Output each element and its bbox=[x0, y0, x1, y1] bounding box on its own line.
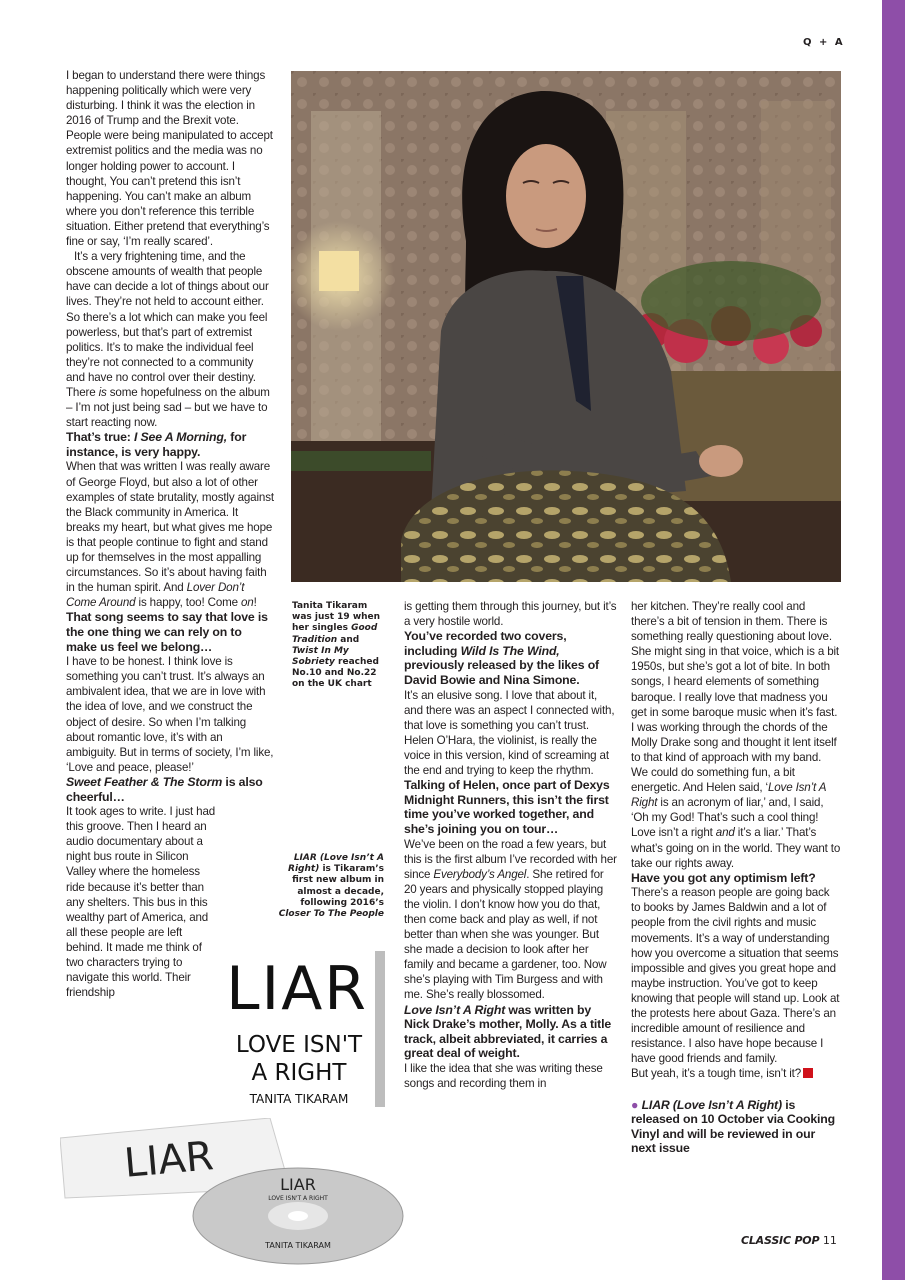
question: Love Isn’t A Right was written by Nick Drake’s mother, Molly. As a title track, albeit abbreviated, it carries a great deal of weight. bbox=[404, 1002, 612, 1061]
question: That’s true: I See A Morning, for instance, is very happy. bbox=[66, 430, 247, 459]
question: Talking of Helen, once part of Dexys Midnight Runners, this isn’t the first time you’ve worked together, and she’s joining you on tour… bbox=[404, 778, 610, 836]
question: Sweet Feather & The Storm is also cheerful… bbox=[66, 774, 263, 804]
answer-end: But yeah, it’s a tough time, isn’t it? bbox=[631, 1066, 841, 1081]
answer: We’ve been on the road a few years, but this is the first album I’ve recorded with her since Everybody’s Angel. She retired for 20 years and physically stopped playing the violin. I don’t know how you do that, then come back and play as well, if not better than when she was younger. But she made a decision to look after her family and became a gardener, too. Now she’s playing with Tim Burgess and with me. She’s really blossomed. bbox=[404, 837, 617, 1002]
disc-subtitle: LOVE ISN'T A RIGHT bbox=[268, 1195, 328, 1202]
body-paragraph: We could do something fun, a bit energetic. And Helen said, ‘Love Isn’t A Right is an acronym of liar,’ and, I said, ‘Oh my God! That’s such a cool thing! Love isn’t a right and it’s a liar.’ That’s what’s going on in the world. They want to take our rights away. bbox=[631, 766, 841, 870]
body-paragraph: her kitchen. They’re really cool and there’s a bit of tension in them. There is something really questioning about love. She might sing in that voice, which is a bit 1950s, but she’s got a lot of bite. In both songs, I heard elements of something baroque. I really love that madness you get in some baroque music when it’s fast. I was working through the chords of the Molly Drake song and thought it lent itself to that kind of approach with my band. bbox=[631, 600, 839, 764]
answer: It took ages to write. I just had this groove. Then I heard an audio documentary about a night bus route in Silicon Valley where the homeless ride because it’s better than any shelters. This bus in this wealthy part of America, and all these people are left behind. It made me think of two characters trying to navigate this world. Their friendship bbox=[66, 805, 216, 1000]
release-info: ● LIAR (Love Isn’t A Right) is released on 10 October via Cooking Vinyl and will be reviewed in our next issue bbox=[631, 1097, 836, 1156]
album-artist: TANITA TIKARAM bbox=[249, 1092, 349, 1106]
question: That song seems to say that love is the one thing we can rely on to make us feel we belong… bbox=[66, 610, 268, 654]
article-column-1 bbox=[66, 68, 274, 1000]
answer: It’s an elusive song. I love that about it, and there was an aspect I connected with, that love is something you can’t trust. Helen O’Hara, the violinist, is really the voice in this version, kind of screaming at the end and trying to keep the rhythm. bbox=[404, 688, 615, 778]
disc-artist: TANITA TIKARAM bbox=[265, 1241, 331, 1250]
section-label: Q + A bbox=[803, 37, 845, 48]
album-title-liar: LIAR bbox=[227, 954, 368, 1024]
side-color-stripe bbox=[882, 0, 905, 1280]
album-packaging-art bbox=[60, 1118, 410, 1268]
photo-caption: Tanita Tikaram was just 19 when her singles Good Tradition and Twist In My Sobriety reached No.10 and No.22 on the UK chart bbox=[292, 601, 381, 690]
portrait-photo bbox=[291, 71, 841, 582]
answer: There’s a reason people are going back to books by James Baldwin and a lot of people from the civil rights and music movements. It’s a way of understanding how you overcome a situation that seems impossible and gives you great hope and maybe instruction. You’ve got to keep knowing that people will stand up. Look at the protests here about Gaza. There’s an incredible amount of resilience and resistance. I also have hope because I have good friends and family. bbox=[631, 886, 840, 1066]
answer: I have to be honest. I think love is something you can’t trust. It’s always an ambivalent idea, that we are in love with the idea of love, and we construct the object of desire. So when I’m talking about romantic love, it’s with an ambiguity. But in terms of society, I’m like, ‘Love and peace, please!’ bbox=[66, 655, 274, 774]
album-cover-art bbox=[227, 947, 385, 1107]
album-title-line3: A RIGHT bbox=[251, 1060, 347, 1086]
album-title-line2: LOVE ISN'T bbox=[235, 1032, 363, 1058]
page-footer bbox=[741, 1234, 837, 1247]
question: Have you got any optimism left? bbox=[631, 870, 816, 885]
disc-title: LIAR bbox=[280, 1175, 316, 1194]
article-column-2 bbox=[404, 599, 617, 1091]
answer: When that was written I was really aware of George Floyd, but also a lot of other examples of state brutality, mostly against the Black community in America. It breaks my heart, but what gives me hope is that people continue to fight and stand up for themselves in the most appalling circumstances. So it’s about having faith in the human spirit. And Lover Don’t Come Around is happy, too! Come on! bbox=[66, 460, 274, 610]
body-paragraph: I began to understand there were things happening politically which were very disturbing. I think it was the election in 2016 of Trump and the Brexit vote. People were being manipulated to accept extremist politics and the media was no longer holding power to account. I thought, You can’t pretend this isn’t happening. You can’t make an album where you don’t reference this terrible situation. Either pretend that everything’s fine or say, ‘I’m really scared’. bbox=[66, 69, 273, 249]
body-paragraph: It’s a very frightening time, and the obscene amounts of wealth that people have can decide a lot of things about our lives. They’re not held to account either. So there’s a lot which can make you feel powerless, but that’s part of extremist politics. It’s to make the individual feel they’re not connected to a community and have no control over their destiny. There is some hopefulness on the album – I’m not just being sad – but we have to start reacting now. bbox=[66, 250, 270, 430]
bullet-icon: ● bbox=[631, 1097, 639, 1112]
question: You’ve recorded two covers, including Wild Is The Wind, previously released by the likes of David Bowie and Nina Simone. bbox=[404, 629, 600, 687]
body-paragraph: is getting them through this journey, but it’s a very hostile world. bbox=[404, 600, 617, 629]
album-caption: LIAR (Love Isn’t A Right) is Tikaram’s first new album in almost a decade, following 2016’s Closer To The People bbox=[278, 853, 384, 920]
magazine-brand: CLASSIC POP bbox=[741, 1234, 820, 1247]
answer: I like the idea that she was writing these songs and recording them in bbox=[404, 1061, 603, 1090]
card-liar-text: LIAR bbox=[122, 1133, 216, 1187]
article-column-3 bbox=[631, 599, 841, 1156]
end-of-article-marker bbox=[803, 1068, 813, 1078]
page-number: 11 bbox=[822, 1234, 837, 1247]
